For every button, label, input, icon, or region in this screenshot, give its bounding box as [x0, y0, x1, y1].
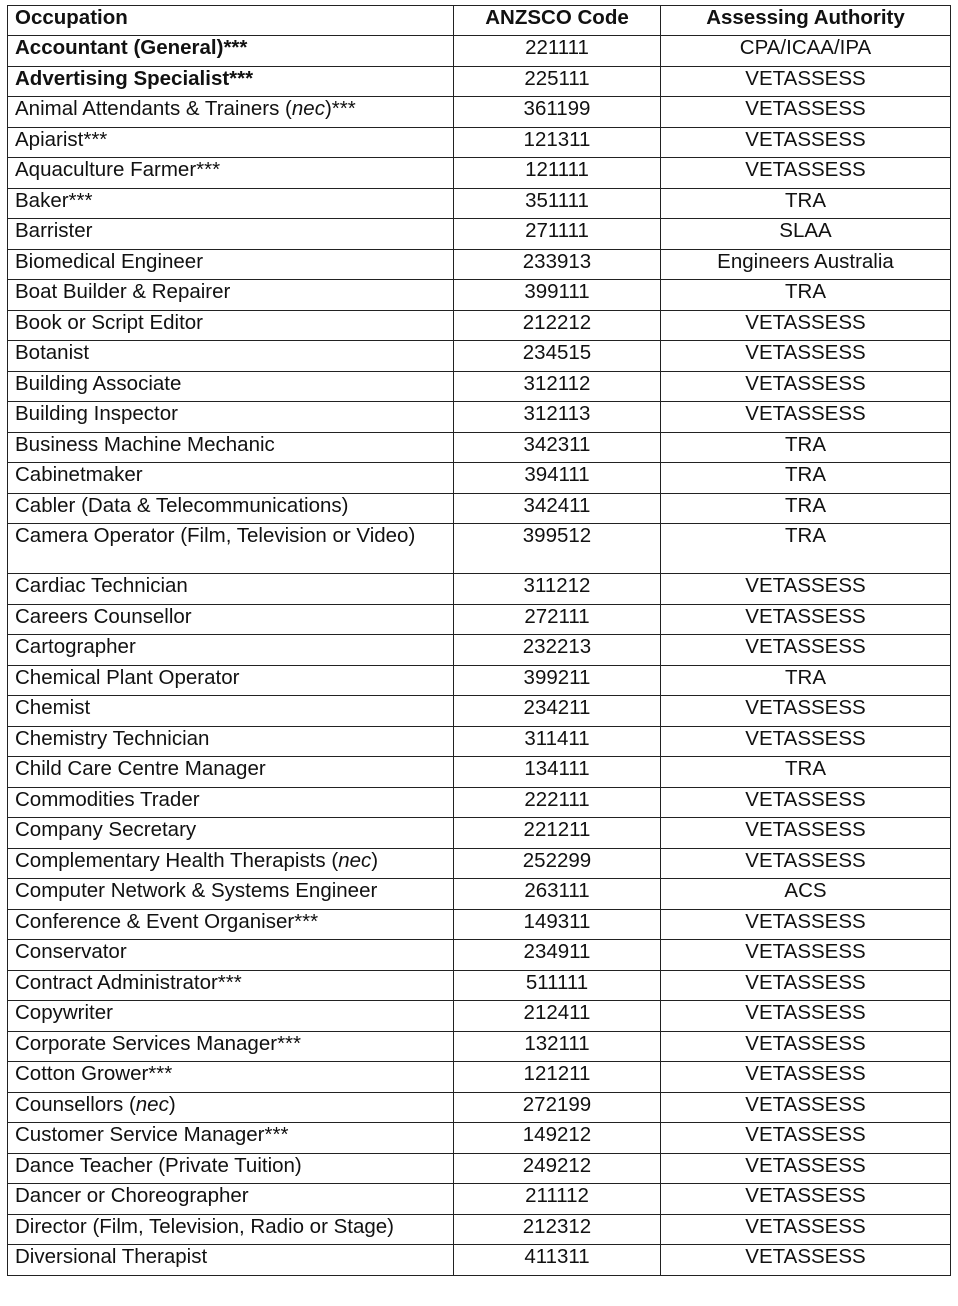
occupation-text-suffix: ): [168, 1092, 176, 1116]
cell-assessing-authority: VETASSESS: [661, 940, 951, 971]
occupation-text: Copywriter: [15, 1001, 113, 1024]
cell-assessing-authority: VETASSESS: [661, 1153, 951, 1184]
cell-occupation: [8, 1245, 454, 1276]
occupation-text: Dance Teacher (Private Tuition): [15, 1153, 302, 1177]
cell-assessing-authority: TRA: [661, 665, 951, 696]
occupation-text: Boat Builder & Repairer: [15, 280, 231, 303]
cell-anzsco-code: 411311: [454, 1245, 661, 1276]
cell-anzsco-code: 234211: [454, 696, 661, 727]
cell-assessing-authority: VETASSESS: [661, 787, 951, 818]
occupation-text-suffix: )***: [324, 97, 356, 120]
occupation-text: Company Secretary: [15, 818, 197, 841]
occupation-text: Apiarist***: [15, 127, 108, 151]
cell-anzsco-code: 311212: [454, 574, 661, 605]
occupation-text: Chemistry Technician: [15, 726, 210, 750]
occupation-text: Accountant (General)***: [15, 36, 248, 59]
occupation-text: Director (Film, Television, Radio or Stage): [15, 1214, 394, 1238]
cell-anzsco-code: 134111: [454, 757, 661, 788]
cell-occupation: [8, 696, 454, 727]
cell-anzsco-code: 312113: [454, 402, 661, 433]
occupation-text: Animal Attendants & Trainers (: [15, 97, 292, 120]
occupation-text: Counsellors (: [15, 1092, 136, 1116]
table-row: [8, 97, 951, 128]
cell-assessing-authority: VETASSESS: [661, 1001, 951, 1032]
cell-assessing-authority: CPA/ICAA/IPA: [661, 36, 951, 67]
table-row: [8, 1001, 951, 1032]
occupation-text: Careers Counsellor: [15, 604, 192, 628]
occupation-text: Commodities Trader: [15, 787, 200, 811]
cell-anzsco-code: 399111: [454, 280, 661, 311]
table-row: [8, 726, 951, 757]
cell-anzsco-code: 121111: [454, 158, 661, 189]
cell-occupation: [8, 66, 454, 97]
occupation-nec-italic: nec: [338, 848, 372, 872]
cell-anzsco-code: 234515: [454, 341, 661, 372]
cell-occupation: [8, 879, 454, 910]
cell-anzsco-code: 351111: [454, 188, 661, 219]
cell-occupation: [8, 371, 454, 402]
occupation-text: Barrister: [15, 219, 93, 242]
occupation-text: Cabler (Data & Telecommunications): [15, 493, 349, 517]
cell-occupation: [8, 432, 454, 463]
cell-occupation: [8, 818, 454, 849]
cell-anzsco-code: 399512: [454, 524, 661, 574]
table-body: [8, 36, 951, 1276]
cell-occupation: [8, 1184, 454, 1215]
table-row: [8, 66, 951, 97]
table-row: [8, 1062, 951, 1093]
table-row: [8, 127, 951, 158]
cell-assessing-authority: VETASSESS: [661, 1245, 951, 1276]
cell-occupation: [8, 310, 454, 341]
cell-occupation: [8, 909, 454, 940]
cell-assessing-authority: VETASSESS: [661, 970, 951, 1001]
cell-occupation: [8, 493, 454, 524]
table-row: [8, 432, 951, 463]
table-row: [8, 1031, 951, 1062]
table-row: [8, 574, 951, 605]
table-row: [8, 188, 951, 219]
cell-occupation: [8, 1123, 454, 1154]
occupation-nec-italic: nec: [291, 97, 325, 120]
cell-assessing-authority: VETASSESS: [661, 909, 951, 940]
cell-occupation: [8, 665, 454, 696]
cell-assessing-authority: VETASSESS: [661, 696, 951, 727]
occupation-text: Complementary Health Therapists (: [15, 848, 339, 872]
cell-assessing-authority: TRA: [661, 757, 951, 788]
occupation-text: Aquaculture Farmer***: [15, 158, 221, 181]
occupation-text: Biomedical Engineer: [15, 249, 204, 273]
occupation-nec-italic: nec: [135, 1092, 169, 1116]
cell-assessing-authority: VETASSESS: [661, 371, 951, 402]
cell-assessing-authority: ACS: [661, 879, 951, 910]
table-row: [8, 970, 951, 1001]
occupation-text: Customer Service Manager***: [15, 1123, 289, 1146]
cell-assessing-authority: VETASSESS: [661, 341, 951, 372]
cell-anzsco-code: 121211: [454, 1062, 661, 1093]
occupation-text: Botanist: [15, 341, 90, 364]
table-row: [8, 909, 951, 940]
cell-assessing-authority: Engineers Australia: [661, 249, 951, 280]
cell-assessing-authority: TRA: [661, 493, 951, 524]
cell-assessing-authority: VETASSESS: [661, 1092, 951, 1123]
table-row: [8, 36, 951, 67]
cell-assessing-authority: TRA: [661, 188, 951, 219]
cell-anzsco-code: 312112: [454, 371, 661, 402]
cell-assessing-authority: VETASSESS: [661, 402, 951, 433]
cell-anzsco-code: 221211: [454, 818, 661, 849]
cell-assessing-authority: TRA: [661, 524, 951, 574]
occupation-text: Building Inspector: [15, 402, 178, 425]
occupation-text: Cartographer: [15, 635, 136, 658]
cell-occupation: [8, 757, 454, 788]
cell-assessing-authority: TRA: [661, 432, 951, 463]
cell-assessing-authority: VETASSESS: [661, 848, 951, 879]
cell-assessing-authority: VETASSESS: [661, 127, 951, 158]
cell-anzsco-code: 271111: [454, 219, 661, 250]
cell-occupation: [8, 787, 454, 818]
cell-occupation: [8, 1153, 454, 1184]
cell-anzsco-code: 121311: [454, 127, 661, 158]
cell-occupation: [8, 574, 454, 605]
occupation-text: Dancer or Choreographer: [15, 1184, 249, 1207]
table-row: [8, 604, 951, 635]
table-row: [8, 371, 951, 402]
cell-occupation: [8, 1031, 454, 1062]
cell-anzsco-code: 394111: [454, 463, 661, 494]
occupation-text: Chemist: [15, 696, 91, 719]
cell-occupation: [8, 188, 454, 219]
cell-occupation: [8, 524, 454, 574]
cell-occupation: [8, 341, 454, 372]
table-row: [8, 219, 951, 250]
header-occupation: Occupation: [8, 6, 454, 36]
occupation-text-suffix: ): [371, 848, 379, 872]
cell-occupation: [8, 36, 454, 67]
cell-assessing-authority: VETASSESS: [661, 1123, 951, 1154]
table-row: [8, 940, 951, 971]
occupation-table: [7, 5, 951, 1276]
cell-anzsco-code: 132111: [454, 1031, 661, 1062]
cell-anzsco-code: 225111: [454, 66, 661, 97]
cell-anzsco-code: 272111: [454, 604, 661, 635]
cell-anzsco-code: 149311: [454, 909, 661, 940]
occupation-text: Chemical Plant Operator: [15, 665, 240, 689]
occupation-text: Cabinetmaker: [15, 463, 143, 486]
cell-anzsco-code: 311411: [454, 726, 661, 757]
occupation-text: Corporate Services Manager***: [15, 1031, 301, 1055]
cell-occupation: [8, 970, 454, 1001]
cell-anzsco-code: 234911: [454, 940, 661, 971]
cell-assessing-authority: VETASSESS: [661, 726, 951, 757]
occupation-text: Computer Network & Systems Engineer: [15, 879, 378, 902]
cell-occupation: [8, 726, 454, 757]
table-row: [8, 493, 951, 524]
table-row: [8, 341, 951, 372]
cell-occupation: [8, 219, 454, 250]
table-row: [8, 787, 951, 818]
cell-anzsco-code: 272199: [454, 1092, 661, 1123]
occupation-text: Cotton Grower***: [15, 1062, 173, 1085]
cell-anzsco-code: 212411: [454, 1001, 661, 1032]
table-row: [8, 1123, 951, 1154]
cell-assessing-authority: VETASSESS: [661, 604, 951, 635]
cell-assessing-authority: VETASSESS: [661, 635, 951, 666]
cell-occupation: [8, 1092, 454, 1123]
cell-assessing-authority: TRA: [661, 463, 951, 494]
cell-anzsco-code: 212312: [454, 1214, 661, 1245]
cell-occupation: [8, 280, 454, 311]
cell-anzsco-code: 342311: [454, 432, 661, 463]
table-row: [8, 879, 951, 910]
table-row: [8, 635, 951, 666]
table-row: [8, 1245, 951, 1276]
cell-anzsco-code: 399211: [454, 665, 661, 696]
cell-anzsco-code: 233913: [454, 249, 661, 280]
header-assessing-authority: Assessing Authority: [661, 6, 951, 36]
table-header-row: [8, 6, 951, 36]
table-row: [8, 665, 951, 696]
occupation-text: Contract Administrator***: [15, 970, 242, 994]
cell-occupation: [8, 940, 454, 971]
cell-occupation: [8, 463, 454, 494]
cell-occupation: [8, 127, 454, 158]
table-row: [8, 848, 951, 879]
table-row: [8, 249, 951, 280]
cell-occupation: [8, 97, 454, 128]
occupation-text: Advertising Specialist***: [15, 66, 254, 90]
occupation-text: Conservator: [15, 940, 127, 963]
table-row: [8, 280, 951, 311]
occupation-text: Baker***: [15, 188, 93, 212]
cell-assessing-authority: VETASSESS: [661, 97, 951, 128]
cell-anzsco-code: 222111: [454, 787, 661, 818]
table-row: [8, 1092, 951, 1123]
table-row: [8, 402, 951, 433]
table-row: [8, 310, 951, 341]
cell-anzsco-code: 263111: [454, 879, 661, 910]
header-anzsco-code: ANZSCO Code: [454, 6, 661, 36]
cell-assessing-authority: VETASSESS: [661, 1184, 951, 1215]
cell-assessing-authority: VETASSESS: [661, 1062, 951, 1093]
cell-assessing-authority: VETASSESS: [661, 1214, 951, 1245]
cell-assessing-authority: TRA: [661, 280, 951, 311]
table-row: [8, 158, 951, 189]
table-row: [8, 696, 951, 727]
occupation-text: Book or Script Editor: [15, 310, 203, 334]
cell-assessing-authority: VETASSESS: [661, 574, 951, 605]
occupation-text: Cardiac Technician: [15, 574, 188, 597]
cell-assessing-authority: VETASSESS: [661, 66, 951, 97]
occupation-text: Diversional Therapist: [15, 1245, 208, 1268]
cell-anzsco-code: 149212: [454, 1123, 661, 1154]
table-row: [8, 1153, 951, 1184]
occupation-text: Conference & Event Organiser***: [15, 909, 319, 933]
table-row: [8, 757, 951, 788]
cell-occupation: [8, 848, 454, 879]
occupation-text: Camera Operator (Film, Television or Video): [15, 524, 416, 547]
table-row: [8, 524, 951, 574]
table-row: [8, 463, 951, 494]
table-row: [8, 818, 951, 849]
cell-anzsco-code: 342411: [454, 493, 661, 524]
cell-anzsco-code: 232213: [454, 635, 661, 666]
cell-anzsco-code: 212212: [454, 310, 661, 341]
cell-occupation: [8, 1001, 454, 1032]
occupation-text: Building Associate: [15, 371, 182, 395]
cell-anzsco-code: 511111: [454, 970, 661, 1001]
cell-anzsco-code: 211112: [454, 1184, 661, 1215]
cell-anzsco-code: 361199: [454, 97, 661, 128]
cell-occupation: [8, 1214, 454, 1245]
cell-assessing-authority: VETASSESS: [661, 818, 951, 849]
cell-anzsco-code: 221111: [454, 36, 661, 67]
table-row: [8, 1214, 951, 1245]
occupation-text: Business Machine Mechanic: [15, 432, 275, 456]
cell-anzsco-code: 249212: [454, 1153, 661, 1184]
cell-assessing-authority: SLAA: [661, 219, 951, 250]
occupation-text: Child Care Centre Manager: [15, 757, 266, 780]
cell-occupation: [8, 249, 454, 280]
table-row: [8, 1184, 951, 1215]
cell-assessing-authority: VETASSESS: [661, 310, 951, 341]
cell-occupation: [8, 604, 454, 635]
cell-occupation: [8, 1062, 454, 1093]
cell-assessing-authority: VETASSESS: [661, 1031, 951, 1062]
cell-anzsco-code: 252299: [454, 848, 661, 879]
cell-occupation: [8, 635, 454, 666]
cell-occupation: [8, 158, 454, 189]
cell-occupation: [8, 402, 454, 433]
occupation-table-wrapper: [7, 5, 951, 1276]
cell-assessing-authority: VETASSESS: [661, 158, 951, 189]
